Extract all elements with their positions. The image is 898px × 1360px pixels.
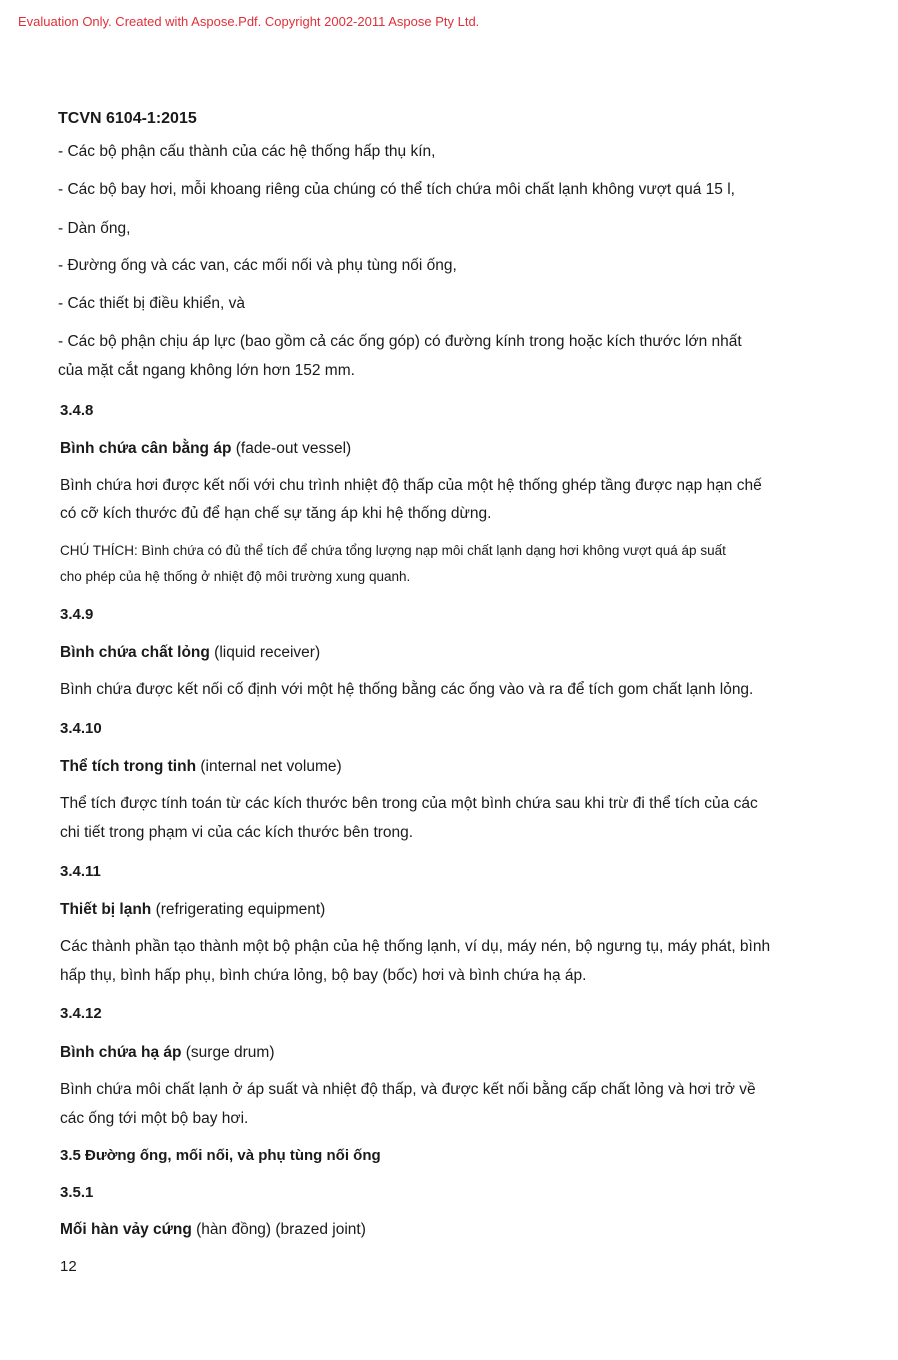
clause-number: 3.4.11 — [60, 863, 101, 880]
term-heading — [60, 1043, 275, 1063]
list-item: - Các thiết bị điều khiển, và — [58, 295, 245, 312]
term-name: Bình chứa cân bằng áp — [60, 440, 232, 457]
term-name: Mối hàn vảy cứng — [60, 1221, 192, 1238]
list-item: - Dàn ống, — [58, 220, 131, 237]
page-number: 12 — [60, 1258, 77, 1275]
term-english: (surge drum) — [181, 1044, 275, 1061]
definition-text: hấp thụ, bình hấp phụ, bình chứa lỏng, bộ bay (bốc) hơi và bình chứa hạ áp. — [60, 967, 587, 984]
clause-number: 3.4.10 — [60, 720, 102, 737]
term-english: (internal net volume) — [196, 758, 342, 775]
note-text: CHÚ THÍCH: Bình chứa có đủ thể tích để chứa tổng lượng nạp môi chất lạnh dạng hơi không vượt quá áp suất — [60, 543, 726, 558]
definition-text: Bình chứa hơi được kết nối với chu trình nhiệt độ thấp của một hệ thống ghép tầng được nạp hạn chế — [60, 477, 762, 494]
term-heading — [60, 643, 320, 663]
term-name: Bình chứa chất lỏng — [60, 644, 210, 661]
list-item: - Các bộ bay hơi, mỗi khoang riêng của chúng có thể tích chứa môi chất lạnh không vượt quá 15 l, — [58, 181, 735, 198]
clause-number: 3.4.9 — [60, 606, 94, 623]
term-english: (liquid receiver) — [209, 644, 321, 661]
term-heading — [60, 757, 342, 777]
definition-text: các ống tới một bộ bay hơi. — [60, 1110, 249, 1127]
definition-text: Bình chứa được kết nối cố định với một hệ thống bằng các ống vào và ra để tích gom chất lạnh lỏng. — [60, 681, 754, 698]
term-name: Thể tích trong tinh — [60, 758, 197, 775]
definition-text: chi tiết trong phạm vi của các kích thước bên trong. — [60, 824, 414, 841]
standard-code: TCVN 6104-1:2015 — [58, 110, 197, 127]
definition-text: có cỡ kích thước đủ để hạn chế sự tăng áp khi hệ thống dừng. — [60, 505, 492, 522]
term-english: (hàn đồng) (brazed joint) — [191, 1221, 366, 1238]
note-text: cho phép của hệ thống ở nhiệt độ môi trường xung quanh. — [60, 569, 411, 584]
list-item: - Các bộ phận chịu áp lực (bao gồm cả các ống góp) có đường kính trong hoặc kích thước lớn nhất — [58, 333, 742, 350]
clause-number: 3.4.8 — [60, 402, 94, 419]
definition-text: Bình chứa môi chất lạnh ở áp suất và nhiệt độ thấp, và được kết nối bằng cấp chất lỏng và hơi trở về — [60, 1081, 756, 1098]
list-item: - Các bộ phận cấu thành của các hệ thống hấp thụ kín, — [58, 143, 436, 160]
term-heading — [60, 1220, 366, 1240]
term-name: Thiết bị lạnh — [60, 901, 152, 918]
list-item: - Đường ống và các van, các mối nối và phụ tùng nối ống, — [58, 257, 457, 274]
term-english: (fade-out vessel) — [231, 440, 352, 457]
term-name: Bình chứa hạ áp — [60, 1044, 182, 1061]
definition-text: Thể tích được tính toán từ các kích thước bên trong của một bình chứa sau khi trừ đi thể tích của các — [60, 795, 758, 812]
clause-number: 3.4.12 — [60, 1005, 102, 1022]
term-heading — [60, 439, 351, 459]
section-heading: 3.5 Đường ống, mối nối, và phụ tùng nối ống — [60, 1147, 381, 1164]
list-item: của mặt cắt ngang không lớn hơn 152 mm. — [58, 362, 355, 379]
term-english: (refrigerating equipment) — [151, 901, 326, 918]
clause-number: 3.5.1 — [60, 1184, 94, 1201]
watermark-text: Evaluation Only. Created with Aspose.Pdf. Copyright 2002-2011 Aspose Pty Ltd. — [18, 14, 480, 29]
term-heading — [60, 900, 325, 920]
definition-text: Các thành phần tạo thành một bộ phận của hệ thống lạnh, ví dụ, máy nén, bộ ngưng tụ, máy phát, bình — [60, 938, 771, 955]
